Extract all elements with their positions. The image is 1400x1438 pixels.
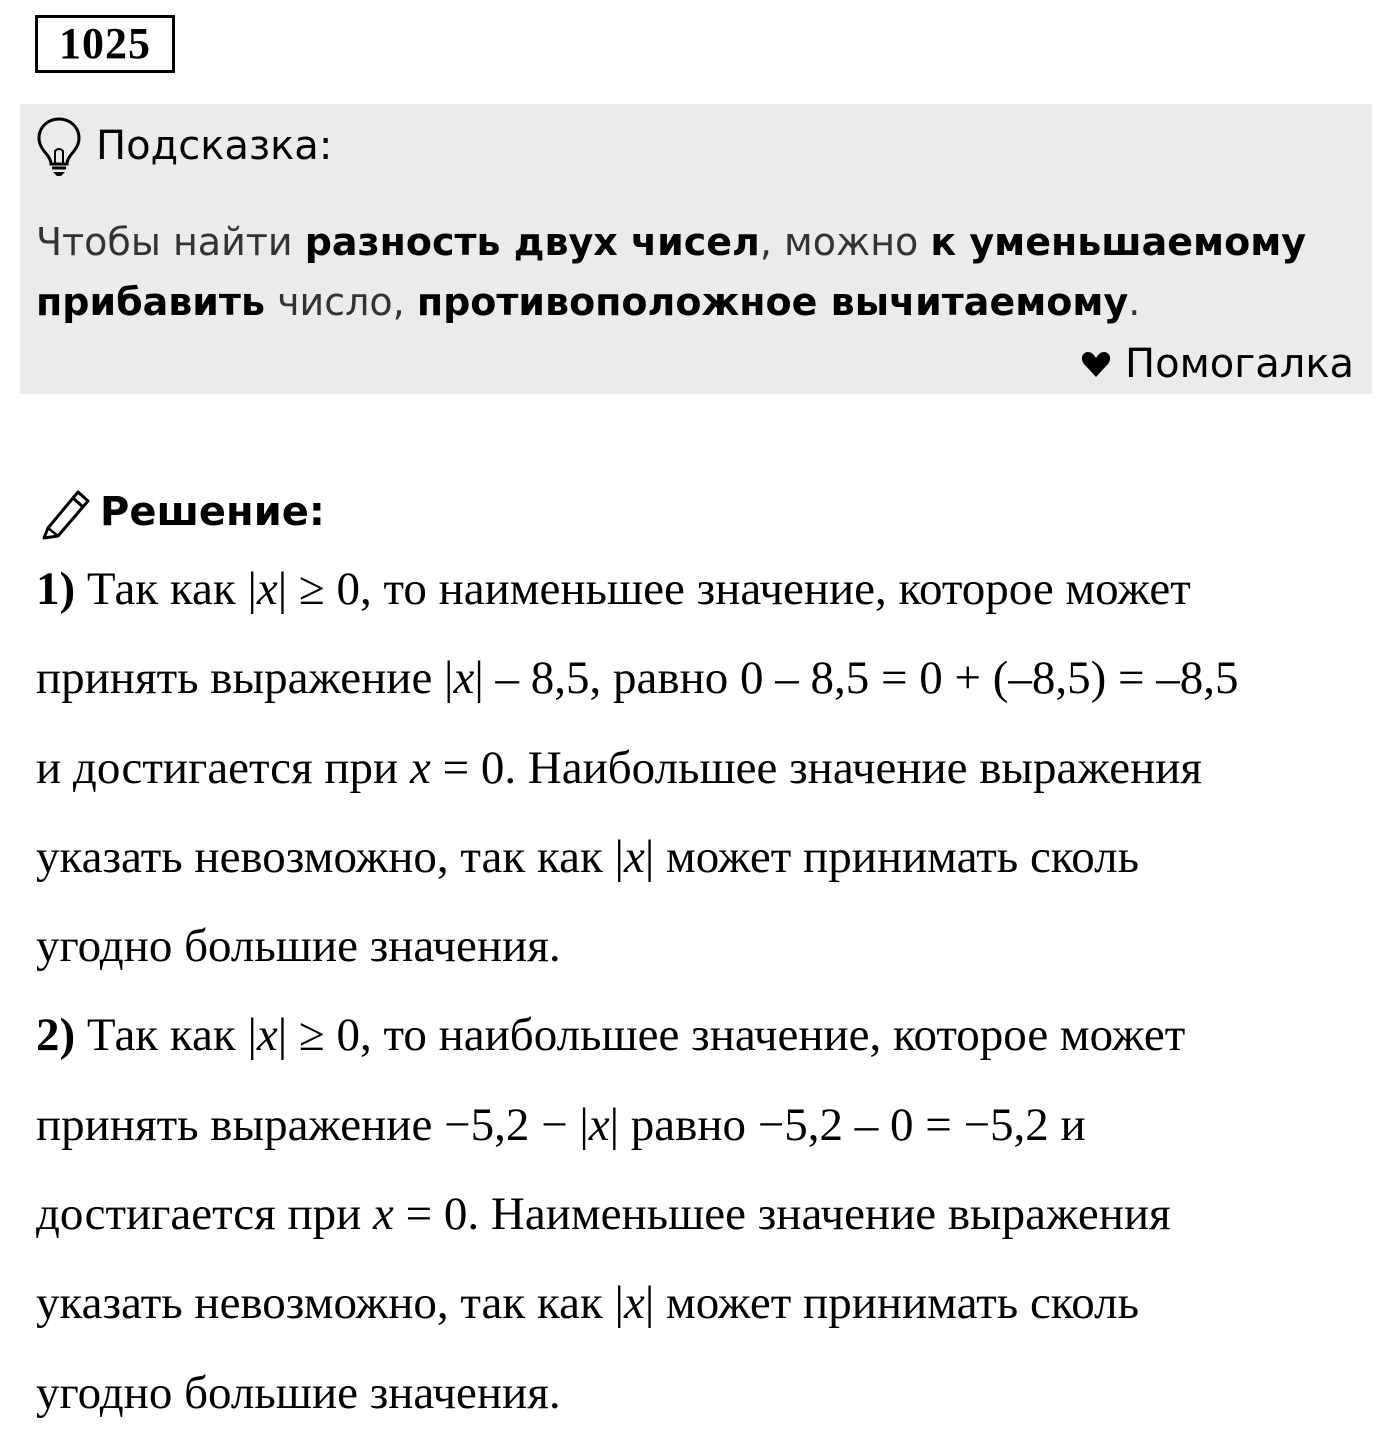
solution-line: 2) Так как |x| ≥ 0, то наибольшее значение, которое может — [36, 1009, 1186, 1062]
credit-label: Помогалка — [1125, 341, 1354, 387]
solution-line: указать невозможно, так как |x| может принимать сколь — [36, 1277, 1140, 1330]
credit — [1081, 338, 1354, 390]
hint-text: Чтобы найти разность двух чисел, можно к уменьшаемому прибавить число, противоположное вычитаемому. — [36, 220, 1307, 324]
solution-header — [38, 480, 325, 544]
heart-icon — [1081, 350, 1125, 378]
hint-header — [34, 114, 332, 178]
solution-line: принять выражение −5,2 − |x| равно −5,2 – 0 = −5,2 и — [36, 1098, 1086, 1151]
lightbulb-icon — [34, 115, 84, 177]
solution-line: 1) Так как |x| ≥ 0, то наименьшее значение, которое может — [36, 563, 1191, 615]
hint-title: Подсказка: — [96, 123, 333, 169]
solution-line: указать невозможно, так как |x| может принимать сколь — [36, 830, 1140, 883]
task-number: 1025 — [35, 15, 175, 73]
solution-line: угодно большие значения. — [36, 920, 561, 973]
solution-line: и достигается при x = 0. Наибольшее значение выражения — [36, 741, 1202, 794]
pencil-icon — [38, 484, 94, 540]
hint-box — [20, 104, 1372, 394]
solution-line: угодно большие значения. — [36, 1366, 561, 1419]
solution-title: Решение: — [100, 489, 325, 535]
solution-text — [36, 545, 1376, 1438]
solution-line: принять выражение |x| – 8,5, равно 0 – 8,5 = 0 + (–8,5) = –8,5 — [36, 652, 1239, 705]
solution-line: достигается при x = 0. Наименьшее значение выражения — [36, 1188, 1171, 1241]
